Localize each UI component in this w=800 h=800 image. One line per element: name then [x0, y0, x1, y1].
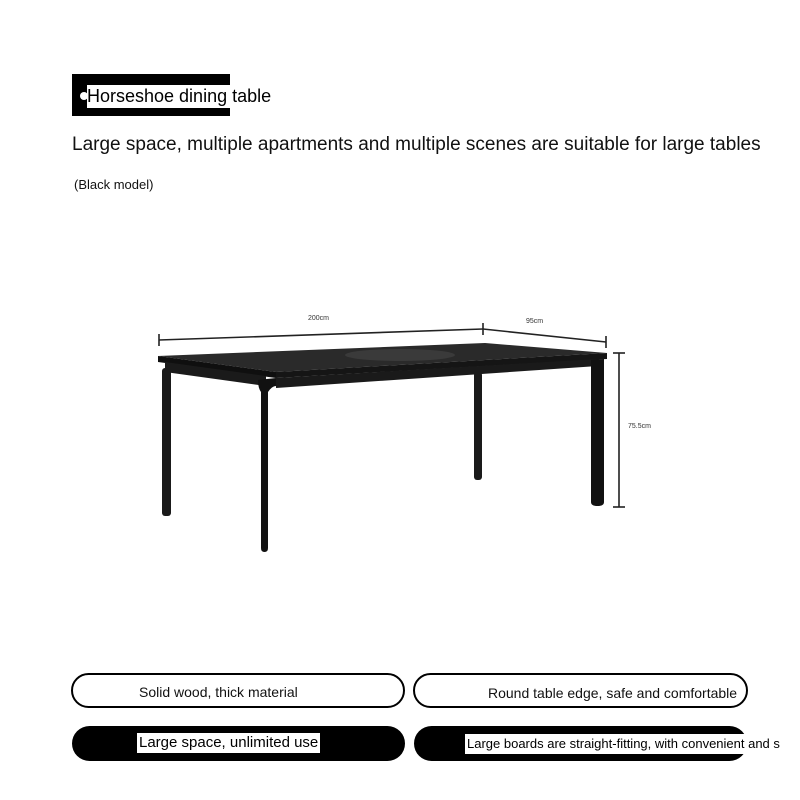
product-subtitle: Large space, multiple apartments and multiple scenes are suitable for large tables	[72, 134, 761, 155]
feature-label: Large space, unlimited use	[139, 734, 319, 751]
feature-label: Solid wood, thick material	[139, 684, 298, 700]
table-top-side-edge	[276, 353, 607, 378]
table-apron-left	[165, 362, 266, 386]
table-top	[158, 343, 607, 372]
table-leg-back-right	[474, 372, 482, 480]
feature-pill-large-boards	[414, 726, 780, 761]
table-leg-back-left	[162, 368, 171, 516]
feature-pill-round-edge	[413, 673, 748, 708]
height-dimension-line	[613, 353, 625, 507]
width-label: 95cm	[526, 318, 544, 325]
length-dimension-line	[159, 323, 483, 346]
table-leg-front-left	[258, 378, 276, 552]
table-leg-front-right	[591, 359, 604, 506]
table-apron-front	[276, 359, 598, 388]
model-label: (Black model)	[74, 177, 154, 192]
table-top-reflection	[345, 349, 455, 361]
product-title: Horseshoe dining table	[87, 86, 272, 106]
length-label: 200cm	[308, 315, 330, 322]
feature-pill-solid-wood	[71, 673, 405, 708]
feature-pill-large-space	[72, 726, 405, 761]
feature-label: Large boards are straight-fitting, with convenient and s	[465, 734, 782, 754]
feature-label: Round table edge, safe and comfortable	[488, 685, 738, 701]
height-label: 75.5cm	[628, 423, 651, 430]
width-dimension-line	[483, 329, 606, 348]
table-top-front-edge	[158, 356, 276, 378]
